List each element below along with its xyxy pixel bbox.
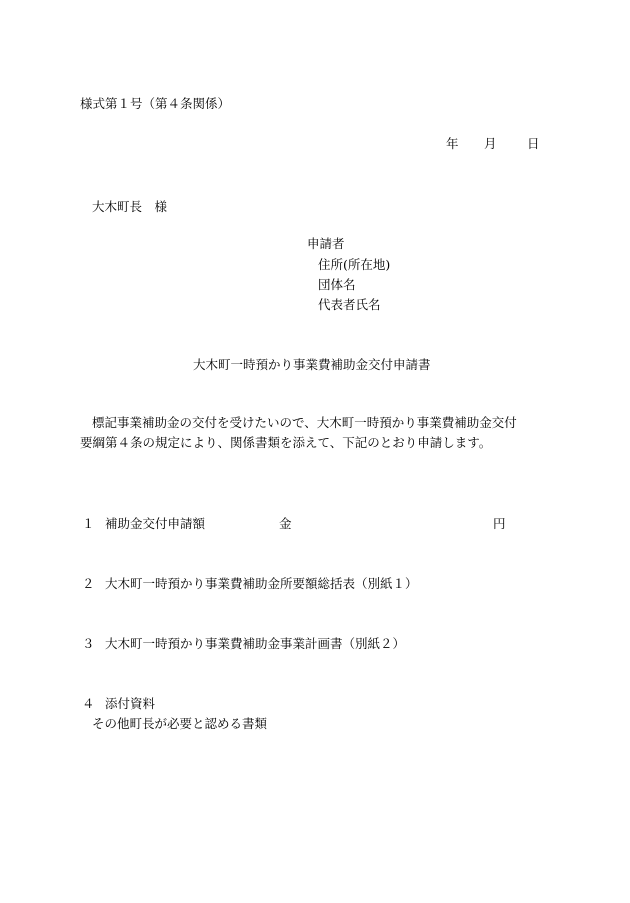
- item-label: 添付資料: [105, 696, 156, 711]
- item-label: 大木町一時預かり事業費補助金事業計画書（別紙２）: [105, 636, 406, 651]
- item-label: 大木町一時預かり事業費補助金所要額総括表（別紙１）: [105, 576, 418, 591]
- applicant-heading: 申請者: [307, 236, 345, 251]
- date-month-label: 月: [484, 136, 497, 151]
- body-text-line: 標記事業補助金の交付を受けたいので、大木町一時預かり事業費補助金交付: [92, 415, 517, 430]
- applicant-representative-label: 代表者氏名: [318, 297, 381, 312]
- amount-prefix: 金: [279, 516, 292, 531]
- item-detail: その他町長が必要と認める書類: [92, 716, 268, 731]
- item-label: 補助金交付申請額: [105, 516, 206, 531]
- date-day-label: 日: [527, 136, 540, 151]
- date-year-label: 年: [446, 136, 459, 151]
- item-number: ４: [82, 696, 95, 711]
- applicant-group-label: 団体名: [318, 277, 356, 292]
- item-number: ２: [82, 576, 95, 591]
- item-number: １: [82, 516, 95, 531]
- body-text-line: 要綱第４条の規定により、関係書類を添えて、下記のとおり申請します。: [80, 435, 492, 450]
- addressee: 大木町長 様: [92, 199, 168, 214]
- document-title: 大木町一時預かり事業費補助金交付申請書: [193, 357, 431, 372]
- form-number: 様式第１号（第４条関係）: [80, 96, 231, 111]
- applicant-address-label: 住所(所在地): [318, 257, 391, 272]
- amount-suffix: 円: [493, 516, 506, 531]
- item-number: ３: [82, 636, 95, 651]
